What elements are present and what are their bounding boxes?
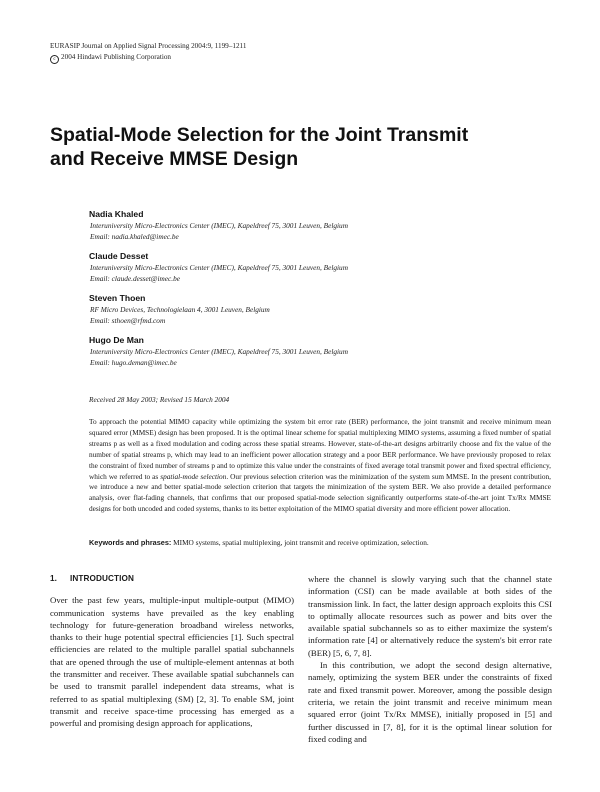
author-email[interactable]: Email: hugo.deman@imec.be [90, 358, 177, 367]
body-paragraph: Over the past few years, multiple-input multiple-output (MIMO) communication systems have prevailed as the key enabling technology for future-generation broadband wireless networks, thanks to their huge potential spectral efficiencies [1]. Such spectral efficiencies are related to the multiple parallel spatial subchannels that are opened through the use of multiple-element antennas at both the transmitter and receiver. These available spatial subchannels can be used to transmit parallel independent data streams, what is referred to as spatial multiplexing (SM) [2, 3]. To enable SM, joint transmit and receive space-time processing has emerged as a powerful and promising design approach for applications, [50, 595, 294, 729]
section-number: 1. [50, 574, 58, 583]
abstract [89, 417, 551, 515]
paper-title [50, 123, 570, 171]
author-affiliation: Interuniversity Micro-Electronics Center (IMEC), Kapeldreef 75, 3001 Leuven, Belgium [90, 263, 348, 272]
keywords-text: MIMO systems, spatial multiplexing, joint transmit and receive optimization, selection. [173, 538, 429, 547]
keywords [89, 537, 551, 548]
abstract-text-part-2: . Our previous selection criterion was the minimization of the system sum MMSE. In the present contribution, we introduce a new and better spatial-mode selection criterion that targets the minimization of the system BER. We also provide a detailed performance analysis, over flat-fading channels, that confirms that our proposed spatial-mode selection significantly outperforms state-of-the-art joint Tx/Rx MMSE designs for both uncoded and coded systems, thanks to its better exploitation of the MIMO spatial diversity and more efficient power allocation. [89, 471, 551, 514]
author-block [89, 334, 559, 368]
author-name: Hugo De Man [89, 335, 144, 345]
author-affiliation: Interuniversity Micro-Electronics Center (IMEC), Kapeldreef 75, 3001 Leuven, Belgium [90, 347, 348, 356]
author-email[interactable]: Email: claude.desset@imec.be [90, 274, 180, 283]
author-email[interactable]: Email: sthoen@rfmd.com [90, 316, 166, 325]
body-paragraph: In this contribution, we adopt the second design alternative, namely, optimizing the system BER under the constraints of fixed rate and fixed transmit power. Moreover, among the possible design criteria, we retain the joint transmit and receive minimum mean squared error (joint Tx/Rx MMSE), initially proposed in [5] and further discussed in [7, 8], for it is the optimal linear solution for fixed coding and [308, 660, 552, 744]
section-heading [50, 573, 294, 585]
copyright-icon: c [50, 55, 59, 64]
author-affiliation: RF Micro Devices, Technologielaan 4, 3001 Leuven, Belgium [90, 305, 270, 314]
author-affiliation: Interuniversity Micro-Electronics Center (IMEC), Kapeldreef 75, 3001 Leuven, Belgium [90, 221, 348, 230]
title-line-2: and Receive MMSE Design [50, 148, 299, 170]
journal-header [50, 41, 246, 64]
section-title: INTRODUCTION [70, 574, 134, 583]
abstract-text-part-1: To approach the potential MIMO capacity while optimizing the system bit error rate (BER) performance, the joint transmit and receive minimum mean squared error (MMSE) design has been proposed. It is the optimal linear scheme for spatial multiplexing MIMO systems, assuming a fixed number of spatial streams p as well as a fixed modulation and coding across these spatial streams. However, state-of-the-art designs arbitrarily choose and fix the value of the number of spatial streams p, which may lead to an inefficient power allocation strategy and a poor BER performance. We have previously proposed to relax the constraint of fixed number of streams p and to optimize this value under the constraints of fixed average total transmit power and fixed spectral efficiency, which we referred to as [89, 417, 551, 481]
copyright-text: 2004 Hindawi Publishing Corporation [61, 53, 172, 61]
right-column [308, 573, 552, 745]
author-block [89, 208, 559, 242]
received-dates: Received 28 May 2003; Revised 15 March 2004 [89, 395, 230, 404]
author-name: Nadia Khaled [89, 209, 144, 219]
author-name: Steven Thoen [89, 293, 146, 303]
author-name: Claude Desset [89, 251, 149, 261]
author-list [89, 208, 559, 376]
copyright-line [50, 52, 246, 64]
author-block [89, 292, 559, 326]
abstract-emphasis: spatial-mode selection [160, 471, 227, 481]
author-email[interactable]: Email: nadia.khaled@imec.be [90, 232, 179, 241]
left-column [50, 573, 294, 730]
keywords-label: Keywords and phrases: [89, 538, 172, 547]
body-paragraph: where the channel is slowly varying such that the channel state information (CSI) can be made available at both sides of the transmission link. In fact, the latter design approach exploits this CSI to optimally allocate resources such as power and bits over the available spatial subchannels so as to either maximize the system's information rate [4] or alternatively reduce the system's bit error rate (BER) [5, 6, 7, 8]. [308, 574, 552, 658]
title-line-1: Spatial-Mode Selection for the Joint Transmit [50, 124, 469, 146]
author-block [89, 250, 559, 284]
journal-citation: EURASIP Journal on Applied Signal Processing 2004:9, 1199–1211 [50, 42, 247, 50]
